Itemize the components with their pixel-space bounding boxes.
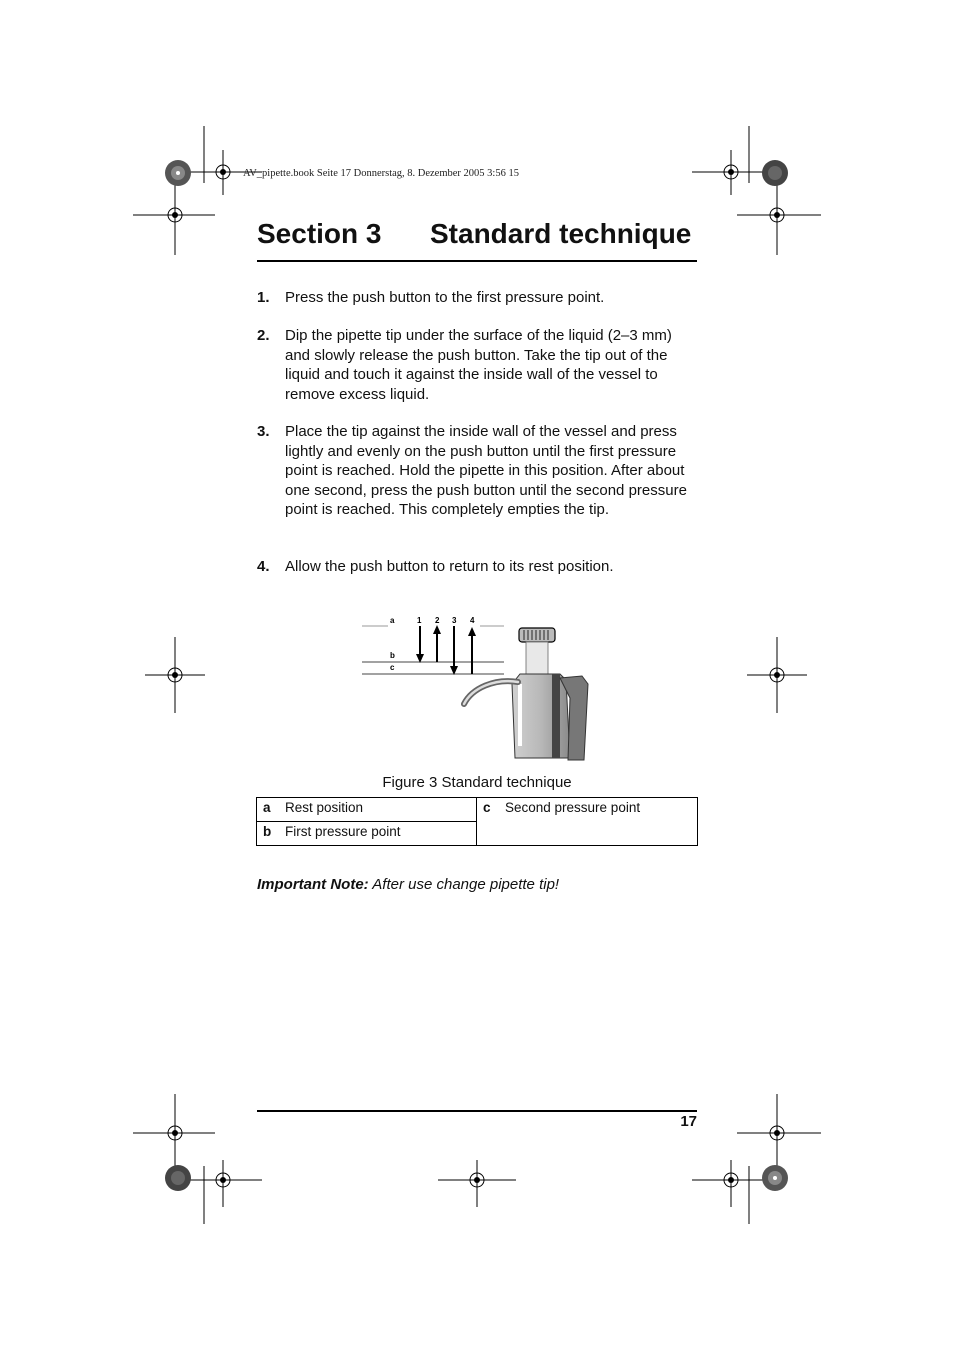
legend-key: c — [483, 800, 491, 815]
arrow-down-icon — [450, 626, 458, 675]
note-text: After use change pipette tip! — [368, 876, 560, 893]
legend-cell-b — [257, 822, 477, 846]
level-label-a: a — [390, 616, 395, 625]
note-label: Important Note: — [257, 876, 369, 893]
page-number: 17 — [680, 1113, 697, 1130]
star-target-icon — [165, 1165, 191, 1191]
star-target-icon — [762, 1165, 788, 1191]
legend-cell-c — [477, 798, 698, 846]
step-label-1: 1 — [417, 616, 422, 625]
level-label-b: b — [390, 651, 395, 660]
crosshair-icon — [184, 1160, 262, 1207]
arrow-down-icon — [416, 626, 424, 663]
crosshair-icon — [438, 1160, 516, 1207]
step-number: 2. — [257, 327, 270, 344]
step-text: Allow the push button to return to its rest position. — [285, 558, 614, 575]
arrow-up-icon — [433, 625, 441, 662]
step-label-4: 4 — [470, 616, 475, 625]
step-number: 1. — [257, 289, 270, 306]
section-number: Section 3 — [257, 218, 382, 249]
print-header: AV_pipette.book Seite 17 Donnerstag, 8. Dezember 2005 3:56 15 — [243, 168, 519, 179]
section-title: Standard technique — [430, 218, 692, 249]
step-number: 4. — [257, 558, 270, 575]
footer-rule — [257, 1110, 697, 1112]
important-note — [257, 876, 559, 893]
star-target-icon — [762, 160, 788, 186]
legend-cell-a — [257, 798, 477, 822]
legend-text: Second pressure point — [505, 800, 641, 815]
step-text: Place the tip against the inside wall of the vessel and press lightly and evenly on the push button until the first pressure point is reached. Hold the pipette in this position. After about one second, press the push button until the second pressure point is reached. This completely empties the tip. — [285, 423, 687, 518]
legend-key: a — [263, 800, 271, 815]
legend-text: First pressure point — [285, 824, 401, 839]
crosshair-icon — [692, 1160, 770, 1207]
level-label-c: c — [390, 663, 395, 672]
arrow-up-icon — [468, 627, 476, 674]
step-text: Dip the pipette tip under the surface of the liquid (2–3 mm) and slowly release the push button. Take the tip out of the liquid and touch it against the inside wall of the vessel to remove excess liquid. — [285, 327, 672, 403]
title-rule — [257, 260, 697, 262]
figure-legend-table — [256, 797, 698, 846]
step-label-3: 3 — [452, 616, 457, 625]
step-number: 3. — [257, 423, 270, 440]
step-text: Press the push button to the first pressure point. — [285, 289, 605, 306]
pipette-technique-figure — [360, 608, 600, 768]
step-label-2: 2 — [435, 616, 440, 625]
pipette-icon — [464, 628, 588, 760]
legend-text: Rest position — [285, 800, 364, 815]
legend-key: b — [263, 824, 272, 839]
figure-caption: Figure 3 Standard technique — [382, 774, 572, 791]
star-target-icon — [165, 160, 191, 186]
